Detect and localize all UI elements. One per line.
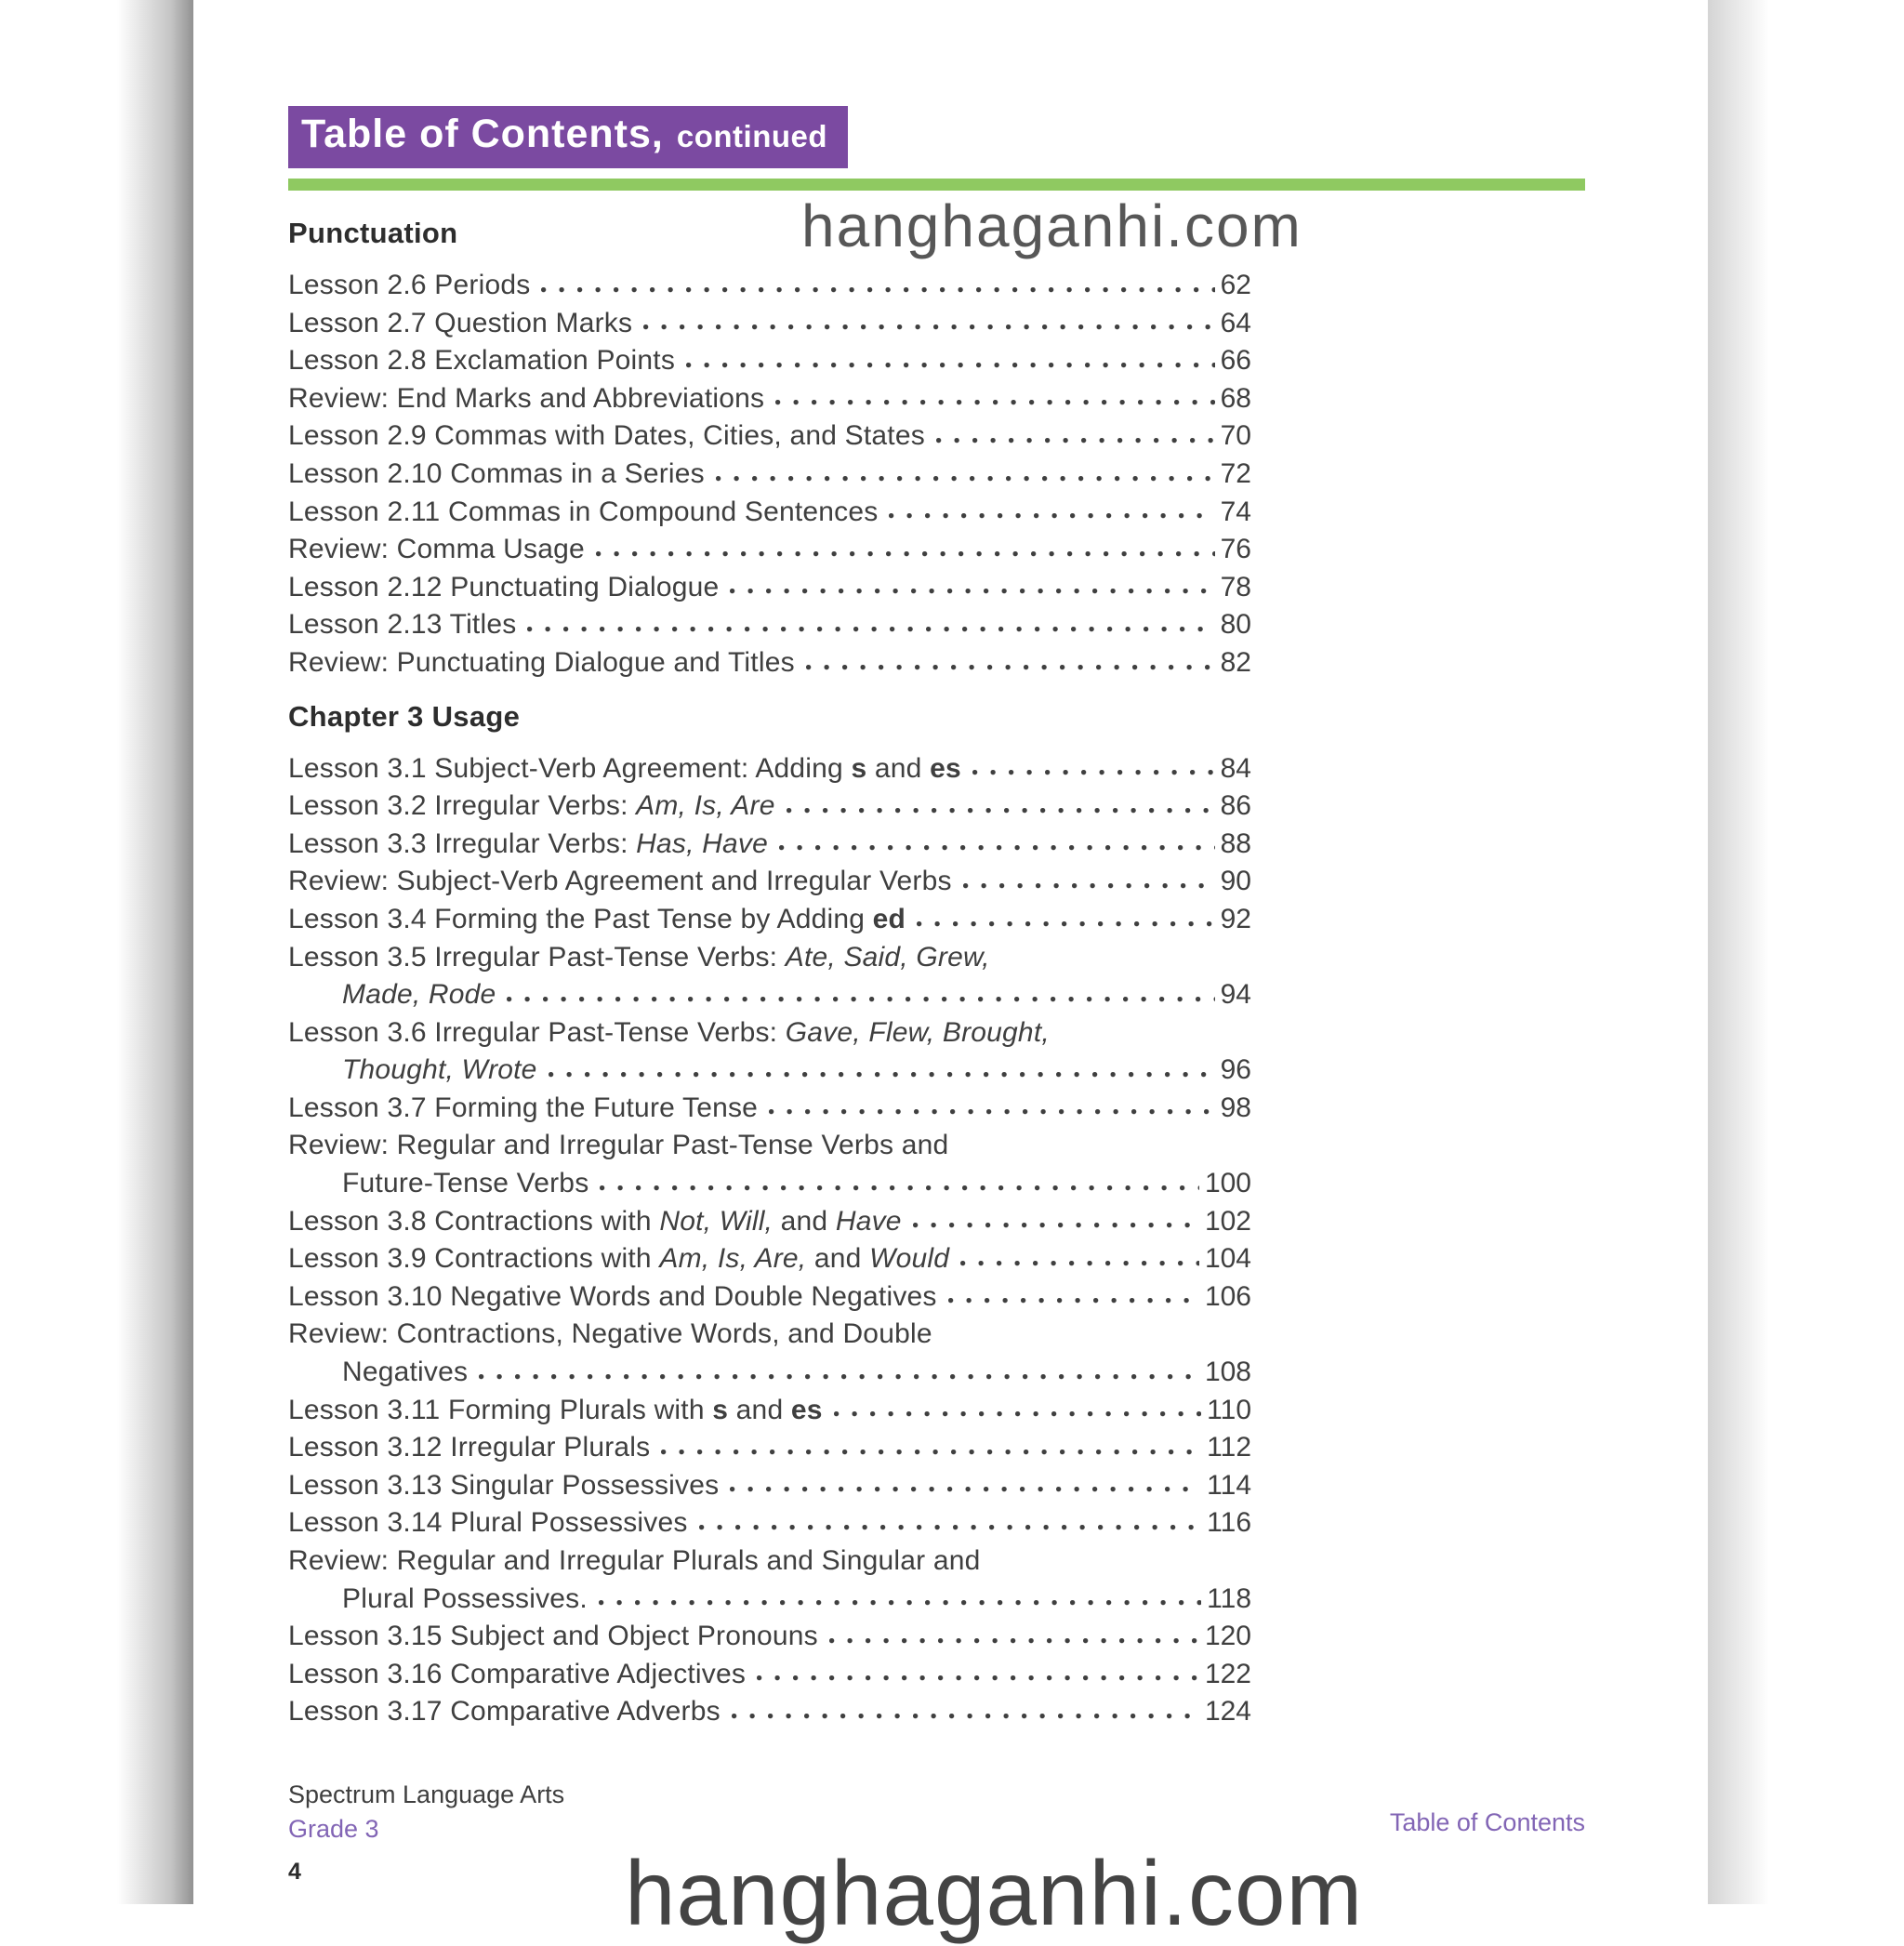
toc-entry-text: Plural Possessives. [342, 1582, 588, 1614]
dot-leader [728, 569, 1214, 607]
toc-entry [288, 939, 1251, 1014]
toc-entry-label [288, 863, 952, 901]
toc-entry-label [288, 826, 768, 864]
toc-entry-text: Lesson 3.1 Subject-Verb Agreement: Adding [288, 752, 852, 784]
toc-page-number: 120 [1204, 1621, 1251, 1652]
toc-entry-label [288, 417, 925, 456]
toc-entry-text: Lesson 3.16 Comparative Adjectives [288, 1658, 747, 1689]
toc-entry-text: Lesson 3.12 Irregular Plurals [288, 1432, 651, 1463]
section-heading: Chapter 3 Usage [288, 699, 521, 733]
toc-entry-text: Has, Have [636, 827, 768, 859]
toc-entry-text: Lesson 3.2 Irregular Verbs: [288, 790, 637, 822]
toc-entry [288, 1429, 1251, 1467]
toc-page-number: 80 [1220, 609, 1251, 641]
dot-leader [525, 606, 1214, 644]
toc-page-number: 84 [1220, 752, 1251, 784]
toc-entry-text: and [773, 1205, 836, 1237]
toc-entry-line [288, 939, 1251, 977]
toc-entry-line [288, 863, 1251, 901]
toc-entry-text: Lesson 2.7 Question Marks [288, 307, 633, 338]
toc-entry [288, 1090, 1251, 1128]
dot-leader [774, 380, 1214, 418]
toc-entry-text: s [851, 752, 867, 784]
footer-left [288, 1778, 564, 1889]
toc-entry-text: Review: Regular and Irregular Plurals and Singular and [288, 1545, 981, 1576]
toc-entry-line [288, 305, 1251, 343]
toc-entry-label [342, 1354, 468, 1392]
dot-leader [887, 494, 1214, 532]
toc-page-number: 90 [1220, 866, 1251, 897]
toc-entry-line [288, 456, 1251, 494]
toc-page-number: 100 [1204, 1168, 1251, 1199]
toc-entry [288, 1542, 1251, 1618]
toc-entry-line [288, 606, 1251, 644]
toc-entry-line [288, 342, 1251, 380]
dot-leader [827, 1618, 1199, 1656]
dot-leader [697, 1504, 1202, 1542]
toc-page-number: 112 [1207, 1432, 1251, 1463]
toc-page-number: 62 [1220, 270, 1251, 300]
dot-leader [598, 1165, 1199, 1203]
toc-entry [288, 1316, 1251, 1391]
toc-entry-text: and [866, 752, 931, 784]
dot-leader [477, 1354, 1199, 1392]
toc-entry-line [288, 569, 1251, 607]
page-edge-shadow-right [1708, 0, 1769, 1904]
toc-entry [288, 267, 1251, 305]
toc-page-number: 116 [1207, 1507, 1251, 1539]
toc-entry [288, 1392, 1251, 1430]
toc-entry-line [288, 531, 1251, 569]
toc-entry-text: Negatives [342, 1357, 469, 1388]
toc-entry-text: Lesson 3.9 Contractions with [288, 1243, 660, 1275]
toc-entry [288, 750, 1251, 788]
toc-entry-label [288, 1278, 937, 1317]
toc-entry-label [288, 1203, 902, 1241]
toc-entry-text: Lesson 3.14 Plural Possessives [288, 1507, 688, 1539]
dot-leader [597, 1581, 1201, 1619]
dot-leader [971, 750, 1215, 788]
toc-page-number: 122 [1204, 1658, 1251, 1689]
toc-entry-label [288, 644, 795, 682]
toc-entry-text: Lesson 2.11 Commas in Compound Sentences [288, 496, 879, 527]
toc-entry [288, 1467, 1251, 1505]
toc-entry-text: Review: End Marks and Abbreviations [288, 382, 765, 414]
toc-page-number: 104 [1204, 1243, 1251, 1275]
toc-entry-text: Lesson 3.8 Contractions with [288, 1205, 660, 1237]
toc-entry [288, 644, 1251, 682]
dot-leader [785, 788, 1215, 826]
toc-entry-label [288, 750, 961, 788]
toc-header-banner [288, 106, 848, 168]
toc-page-number: 110 [1207, 1394, 1251, 1425]
toc-entry-label [342, 1581, 588, 1619]
toc-entry-line [288, 1542, 1251, 1581]
toc-entry-line [288, 788, 1251, 826]
toc-entry-line [288, 1203, 1251, 1241]
dot-leader [728, 1467, 1201, 1505]
toc-entry-line [288, 494, 1251, 532]
toc-entry [288, 606, 1251, 644]
toc-entry-line-continued [288, 1581, 1251, 1619]
toc-entry-label [288, 939, 990, 977]
toc-entry-text: Lesson 3.17 Comparative Adverbs [288, 1696, 721, 1728]
dot-leader [959, 1240, 1199, 1278]
toc-entry [288, 1127, 1251, 1202]
toc-entry [288, 380, 1251, 418]
toc-section [288, 214, 1251, 682]
toc-entry-text: and [806, 1243, 870, 1275]
toc-entry [288, 1014, 1251, 1090]
toc-entry-line [288, 1127, 1251, 1165]
toc-entry-line [288, 644, 1251, 682]
toc-entry-text: Lesson 3.6 Irregular Past-Tense Verbs: [288, 1016, 786, 1048]
toc-entry-line [288, 1090, 1251, 1128]
toc-page-number: 82 [1220, 646, 1251, 678]
toc-page-number: 74 [1220, 496, 1251, 527]
toc-entry-text: Lesson 2.12 Punctuating Dialogue [288, 571, 720, 602]
toc-entry-text: Lesson 2.13 Titles [288, 609, 517, 641]
toc-entry-text: Lesson 3.3 Irregular Verbs: [288, 827, 637, 859]
dot-leader [547, 1052, 1215, 1090]
toc-entry-label [288, 1656, 746, 1694]
dot-leader [767, 1090, 1215, 1128]
toc-entry [288, 1618, 1251, 1656]
toc-entry-line-continued [288, 1052, 1251, 1090]
toc-entry-text: Lesson 3.15 Subject and Object Pronouns [288, 1621, 818, 1652]
toc-entry-text: Lesson 3.13 Singular Possessives [288, 1469, 720, 1501]
watermark-text-bottom: hanghaganhi.com [625, 1842, 1364, 1944]
page-title-continued: continued [676, 119, 828, 153]
toc-entry-label [288, 901, 906, 939]
toc-section [288, 697, 1251, 1731]
toc-entry [288, 456, 1251, 494]
toc-entry-text: Lesson 3.4 Forming the Past Tense by Adding [288, 903, 873, 934]
toc-page-number: 124 [1204, 1696, 1251, 1728]
toc-entry [288, 1278, 1251, 1317]
toc-page-number: 64 [1220, 307, 1251, 338]
toc-entry-line [288, 1504, 1251, 1542]
toc-entry-text: and [728, 1394, 791, 1425]
toc-entry-line [288, 750, 1251, 788]
toc-page-number: 70 [1220, 420, 1251, 452]
toc-entry-label [288, 380, 764, 418]
toc-entry-text: ed [872, 903, 906, 934]
toc-entry-text: Thought, Wrote [342, 1054, 537, 1086]
toc-entry-line [288, 1240, 1251, 1278]
toc-entry-line [288, 1429, 1251, 1467]
toc-entry-label [342, 1165, 588, 1203]
toc-entry [288, 417, 1251, 456]
toc-entry-text: Gave, Flew, Brought, [785, 1016, 1050, 1048]
toc-page-number: 66 [1220, 345, 1251, 377]
toc-entry-label [288, 569, 719, 607]
toc-page-number: 88 [1220, 827, 1251, 859]
footer-series-title: Spectrum Language Arts [288, 1781, 565, 1808]
toc-page-number: 106 [1204, 1280, 1251, 1312]
toc-entry-text: Lesson 3.7 Forming the Future Tense [288, 1092, 759, 1123]
toc-entry [288, 788, 1251, 826]
toc-entry-text: Lesson 3.10 Negative Words and Double Negatives [288, 1280, 937, 1312]
footer-section-label: Table of Contents [1389, 1808, 1585, 1836]
toc-entry-text: Review: Regular and Irregular Past-Tense Verbs and [288, 1130, 949, 1161]
toc-entry-text: Review: Punctuating Dialogue and Titles [288, 646, 795, 678]
toc-entry-text: Am, Is, Are [636, 790, 775, 822]
dot-leader [961, 863, 1215, 901]
dot-leader [804, 644, 1215, 682]
toc-entry-label [288, 531, 585, 569]
toc-entry-text: Not, Will, [659, 1205, 774, 1237]
toc-entry-label [288, 1542, 981, 1581]
toc-page-number: 92 [1220, 903, 1251, 934]
dot-leader [934, 417, 1215, 456]
toc-entry-line [288, 1693, 1251, 1731]
toc-entry-text: Lesson 2.6 Periods [288, 270, 531, 300]
toc-entry-label [342, 1052, 537, 1090]
toc-entry-line-continued [288, 1165, 1251, 1203]
toc-entry-label [288, 1240, 949, 1278]
toc-entry-label [288, 267, 530, 305]
toc-page-number: 78 [1220, 571, 1251, 602]
toc-entry-text: Future-Tense Verbs [342, 1168, 589, 1199]
toc-entry-text: Review: Comma Usage [288, 534, 585, 565]
toc-entry-label [288, 1090, 758, 1128]
toc-page-number: 102 [1204, 1205, 1251, 1237]
toc-entry-text: s [712, 1394, 729, 1425]
page-edge-shadow-left [117, 0, 193, 1904]
footer-grade: Grade 3 [288, 1815, 379, 1843]
dot-leader [946, 1278, 1199, 1317]
toc-entry-line [288, 1618, 1251, 1656]
toc-entry-label [288, 1429, 650, 1467]
toc-entry [288, 494, 1251, 532]
toc-entry [288, 342, 1251, 380]
dot-leader [714, 456, 1215, 494]
toc-entry-label [288, 1014, 1050, 1052]
dot-leader [659, 1429, 1201, 1467]
section-heading: Punctuation [288, 217, 458, 249]
toc-entry-text: Lesson 2.9 Commas with Dates, Cities, and States [288, 420, 925, 452]
toc-entry-text: Lesson 3.11 Forming Plurals with [288, 1394, 713, 1425]
toc-entry [288, 901, 1251, 939]
footer-page-number: 4 [288, 1859, 301, 1885]
toc-entry-label [288, 1467, 719, 1505]
toc-entry-line [288, 901, 1251, 939]
toc-entry-text: Lesson 2.10 Commas in a Series [288, 457, 705, 489]
toc-entry-line-continued [288, 976, 1251, 1014]
dot-leader [539, 267, 1214, 305]
dot-leader [915, 901, 1215, 939]
toc-entry [288, 1656, 1251, 1694]
toc-entry [288, 826, 1251, 864]
toc-entry-label [288, 788, 775, 826]
toc-entry-line [288, 1278, 1251, 1317]
toc-entry-text: Ate, Said, Grew, [785, 941, 990, 973]
toc-entry-label [288, 606, 516, 644]
dot-leader [777, 826, 1215, 864]
page-title: Table of Contents, [301, 112, 664, 156]
toc-entry-line [288, 1316, 1251, 1354]
dot-leader [755, 1656, 1199, 1694]
toc-entry [288, 1693, 1251, 1731]
toc-entry-label [288, 1127, 948, 1165]
toc-entry-label [342, 976, 496, 1014]
toc-page-number: 76 [1220, 534, 1251, 565]
toc-entry [288, 305, 1251, 343]
toc-entry-line [288, 1656, 1251, 1694]
toc-entry-text: Review: Subject-Verb Agreement and Irregular Verbs [288, 866, 952, 897]
dot-leader [505, 976, 1214, 1014]
toc-entry-text: Have [835, 1205, 902, 1237]
toc-entry-label [288, 1618, 818, 1656]
toc-page-number: 108 [1204, 1357, 1251, 1388]
toc-entry-label [288, 456, 705, 494]
toc-entry-text: Lesson 2.8 Exclamation Points [288, 345, 676, 377]
dot-leader [730, 1693, 1199, 1731]
toc-entry-line [288, 417, 1251, 456]
toc-entry-line [288, 380, 1251, 418]
toc-page-number: 68 [1220, 382, 1251, 414]
toc-entry-label [288, 494, 878, 532]
toc-page-number: 118 [1207, 1582, 1251, 1614]
toc-entry [288, 1203, 1251, 1241]
toc-entry-line [288, 1467, 1251, 1505]
toc-entry-label [288, 305, 632, 343]
toc-entry-label [288, 1693, 721, 1731]
watermark-text-top: hanghaganhi.com [801, 192, 1302, 259]
toc-entry [288, 1240, 1251, 1278]
toc-entry-line-continued [288, 1354, 1251, 1392]
toc-entry-text: es [790, 1394, 823, 1425]
toc-entry-line [288, 826, 1251, 864]
toc-page-number: 96 [1220, 1054, 1251, 1086]
toc-entry-text: es [930, 752, 961, 784]
dot-leader [684, 342, 1215, 380]
toc-entry-line [288, 1392, 1251, 1430]
toc-entry-text: Would [869, 1243, 950, 1275]
toc-page-number: 98 [1220, 1092, 1251, 1123]
toc-page-number: 72 [1220, 457, 1251, 489]
toc-entry-line [288, 267, 1251, 305]
toc-entry-text: Made, Rode [342, 979, 496, 1011]
toc-entry [288, 1504, 1251, 1542]
toc-entry-text: Am, Is, Are, [659, 1243, 807, 1275]
toc-page-number: 114 [1207, 1469, 1251, 1501]
green-divider [288, 179, 1585, 191]
toc-sections [288, 214, 1251, 1731]
toc-entry-label [288, 1316, 932, 1354]
toc-entry-label [288, 1504, 688, 1542]
dot-leader [832, 1392, 1202, 1430]
toc-entry [288, 863, 1251, 901]
dot-leader [641, 305, 1214, 343]
toc-page-number: 86 [1220, 790, 1251, 822]
dot-leader [594, 531, 1215, 569]
toc-entry-text: Lesson 3.5 Irregular Past-Tense Verbs: [288, 941, 786, 973]
toc-entry-label [288, 1392, 823, 1430]
toc-page-number: 94 [1220, 979, 1251, 1011]
toc-entry [288, 531, 1251, 569]
toc-entry-label [288, 342, 675, 380]
dot-leader [911, 1203, 1199, 1241]
toc-entry-line [288, 1014, 1251, 1052]
toc-entry-text: Review: Contractions, Negative Words, and Double [288, 1318, 932, 1350]
toc-entry [288, 569, 1251, 607]
